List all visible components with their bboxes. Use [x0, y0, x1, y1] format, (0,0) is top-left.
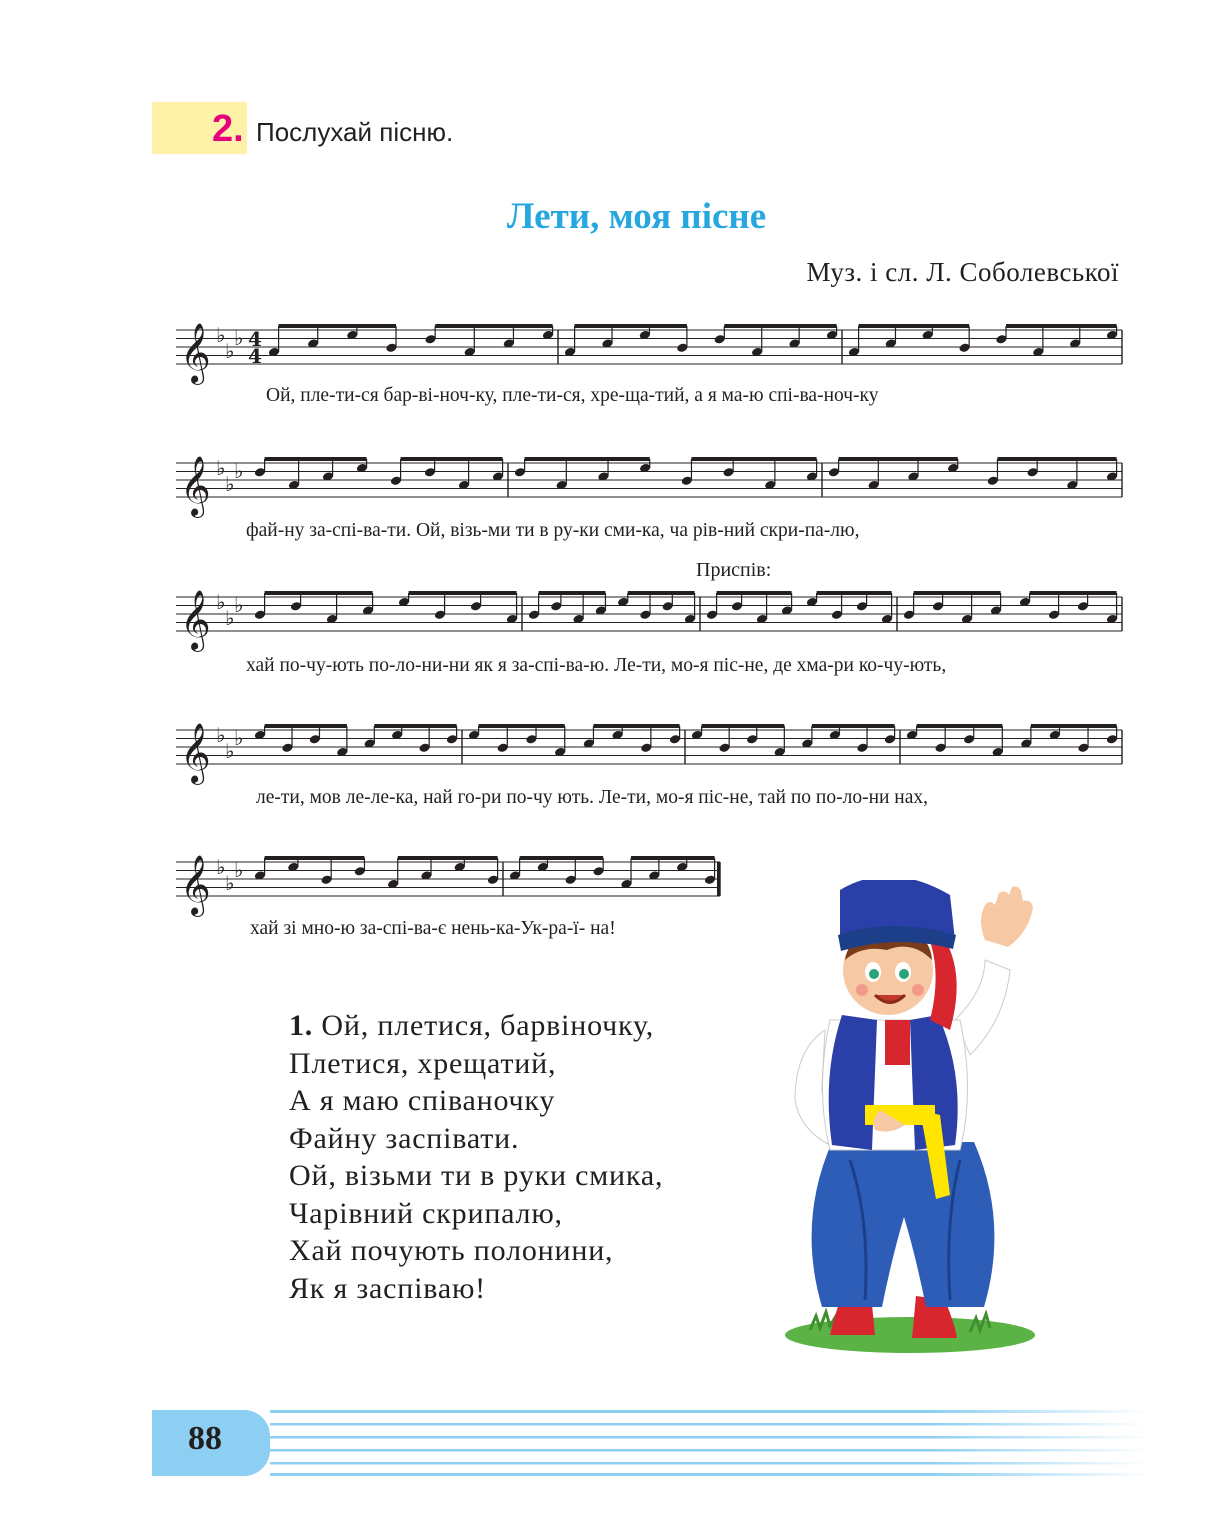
- svg-text:♭: ♭: [216, 723, 226, 747]
- svg-text:♭: ♭: [225, 339, 235, 363]
- verse-line: Як я заспіваю!: [289, 1271, 486, 1305]
- svg-text:♭: ♭: [225, 606, 235, 630]
- svg-text:4: 4: [248, 327, 262, 351]
- chorus-label: Приспів:: [696, 559, 772, 581]
- verse-number: 1.: [289, 1009, 314, 1042]
- verse-line: 1. Ой, плетися, барвіночку,: [289, 1009, 655, 1042]
- svg-text:♭: ♭: [234, 326, 244, 350]
- svg-text:𝄞: 𝄞: [180, 590, 211, 650]
- svg-text:4: 4: [248, 344, 262, 368]
- staff-4: [176, 723, 1122, 785]
- staff-2: [176, 456, 1122, 518]
- verse-line: Хай почують полонини,: [289, 1234, 614, 1267]
- svg-text:𝄞: 𝄞: [180, 456, 211, 516]
- staff-5: [176, 855, 720, 917]
- svg-text:♭: ♭: [216, 323, 226, 347]
- lyrics-line-2: фай-ну за-спі-ва-ти. Ой, візь-ми ти в ру-ки сми-ка, ча рів-ний скри-па-лю,: [246, 520, 860, 541]
- svg-text:♭: ♭: [234, 726, 244, 750]
- svg-text:♭: ♭: [216, 456, 226, 480]
- task-instruction: Послухай пісню.: [256, 117, 454, 147]
- svg-text:𝄞: 𝄞: [180, 323, 211, 383]
- svg-text:♭: ♭: [216, 590, 226, 614]
- lyrics-line-1: Ой, пле-ти-ся бар-ві-ноч-ку, пле-ти-ся, хре-ща-тий, а я ма-ю спі-ва-ноч-ку: [266, 385, 879, 406]
- staff-3: [176, 590, 1122, 652]
- svg-text:♭: ♭: [234, 593, 244, 617]
- svg-text:𝄞: 𝄞: [180, 855, 211, 915]
- song-credits: Муз. і сл. Л. Соболевської: [806, 257, 1119, 287]
- staff-1: [176, 323, 1122, 385]
- song-title: Лети, моя пісне: [506, 196, 767, 237]
- svg-text:♭: ♭: [216, 855, 226, 879]
- lyrics-line-3: хай по-чу-ють по-ло-ни-ни як я за-спі-ва-ю. Ле-ти, мо-я піс-не, де хма-ри ко-чу-ють,: [246, 655, 947, 676]
- svg-text:♭: ♭: [225, 472, 235, 496]
- cossack-boy-illustration: [770, 880, 1040, 1360]
- svg-text:♭: ♭: [225, 739, 235, 763]
- verse-line: Чарівний скрипалю,: [289, 1196, 563, 1230]
- task-number: 2.: [212, 108, 244, 150]
- page-number: 88: [188, 1420, 222, 1457]
- verse-line: А я маю співаночку: [289, 1084, 556, 1117]
- verse-1: [289, 1007, 663, 1307]
- footer-decor-lines: [270, 1410, 1150, 1476]
- verse-line: Ой, візьми ти в руки смика,: [289, 1159, 664, 1192]
- verse-line: Файну заспівати.: [289, 1121, 520, 1155]
- lyrics-line-5: хай зі мно-ю за-спі-ва-є нень-ка-Ук-ра-ї- на!: [250, 918, 616, 939]
- svg-text:♭: ♭: [234, 459, 244, 483]
- svg-text:♭: ♭: [234, 858, 244, 882]
- verse-line: Плетися, хрещатий,: [289, 1046, 557, 1080]
- svg-text:𝄞: 𝄞: [180, 723, 211, 783]
- lyrics-line-4: ле-ти, мов ле-ле-ка, най го-ри по-чу ють. Ле-ти, мо-я піс-не, тай по по-ло-ни нах,: [256, 787, 929, 808]
- svg-text:♭: ♭: [225, 871, 235, 895]
